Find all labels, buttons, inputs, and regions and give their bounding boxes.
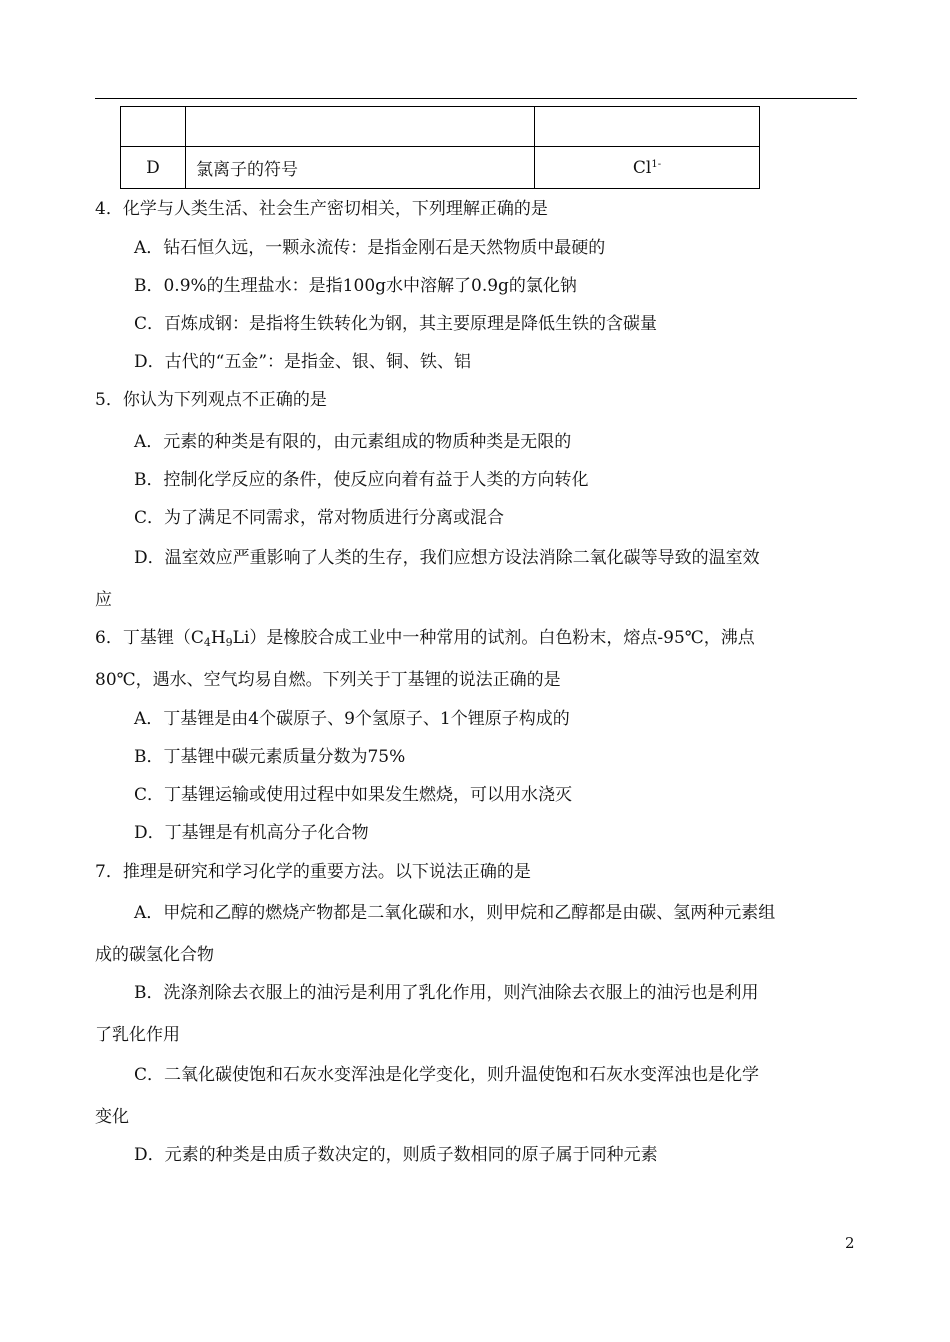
question-5-option-b: B．控制化学反应的条件，使反应向着有益于人类的方向转化 [134,470,589,490]
answer-table [120,106,760,189]
question-7-option-d: D．元素的种类是由质子数决定的，则质子数相同的原子属于同种元素 [134,1145,658,1165]
question-6-stem: 6．丁基锂$(C_4H_9Li)$是橡胶合成工业中一种常用的试剂。白色粉末，熔点-95℃，沸点 [95,628,755,649]
question-7-option-c-cont: 变化 [95,1107,129,1127]
question-7-option-a-cont: 成的碳氢化合物 [95,945,214,965]
question-4-option-d: D．古代的“五金”：是指金、银、铜、铁、铝 [134,352,472,372]
question-4-stem: 4．化学与人类生活、社会生产密切相关，下列理解正确的是 [95,199,548,219]
question-5-option-c: C．为了满足不同需求，常对物质进行分离或混合 [134,508,505,528]
table-row [121,107,760,147]
header-rule [95,98,857,99]
question-7-option-c: C．二氧化碳使饱和石灰水变浑浊是化学变化，则升温使饱和石灰水变浑浊也是化学 [134,1065,760,1085]
question-5-option-d-cont: 应 [95,590,112,610]
question-7-stem: 7．推理是研究和学习化学的重要方法。以下说法正确的是 [95,862,531,882]
page-number: 2 [845,1234,855,1252]
question-6-option-c: C．丁基锂运输或使用过程中如果发生燃烧，可以用水浇灭 [134,785,573,805]
question-4-option-b: B．0.9%的生理盐水：是指100g水中溶解了0.9g的氯化钠 [134,276,577,296]
question-6-option-a: A．丁基锂是由4个碳原子、9个氢原子、1个锂原子构成的 [134,709,570,729]
question-7-option-a: A．甲烷和乙醇的燃烧产物都是二氧化碳和水，则甲烷和乙醇都是由碳、氢两种元素组 [134,903,776,923]
question-5-stem: 5．你认为下列观点不正确的是 [95,390,327,410]
question-6-stem-line2: 80℃，遇水、空气均易自燃。下列关于丁基锂的说法正确的是 [95,670,561,690]
row-answer: $Cl^{1-}$ [535,147,760,189]
question-5-option-d: D．温室效应严重影响了人类的生存，我们应想方设法消除二氧化碳等导致的温室效 [134,548,760,568]
row-content: 氯离子的符号 [186,147,535,189]
table-row [121,147,760,189]
question-5-option-a: A．元素的种类是有限的，由元素组成的物质种类是无限的 [134,432,572,452]
row-label: D [121,147,186,189]
question-6-option-d: D．丁基锂是有机高分子化合物 [134,823,369,843]
question-7-option-b: B．洗涤剂除去衣服上的油污是利用了乳化作用，则汽油除去衣服上的油污也是利用 [134,983,759,1003]
question-7-option-b-cont: 了乳化作用 [95,1025,180,1045]
question-4-option-a: A．钻石恒久远，一颗永流传：是指金刚石是天然物质中最硬的 [134,238,606,258]
question-6-option-b: B．丁基锂中碳元素质量分数为75% [134,747,406,767]
question-4-option-c: C．百炼成钢：是指将生铁转化为钢，其主要原理是降低生铁的含碳量 [134,314,658,334]
